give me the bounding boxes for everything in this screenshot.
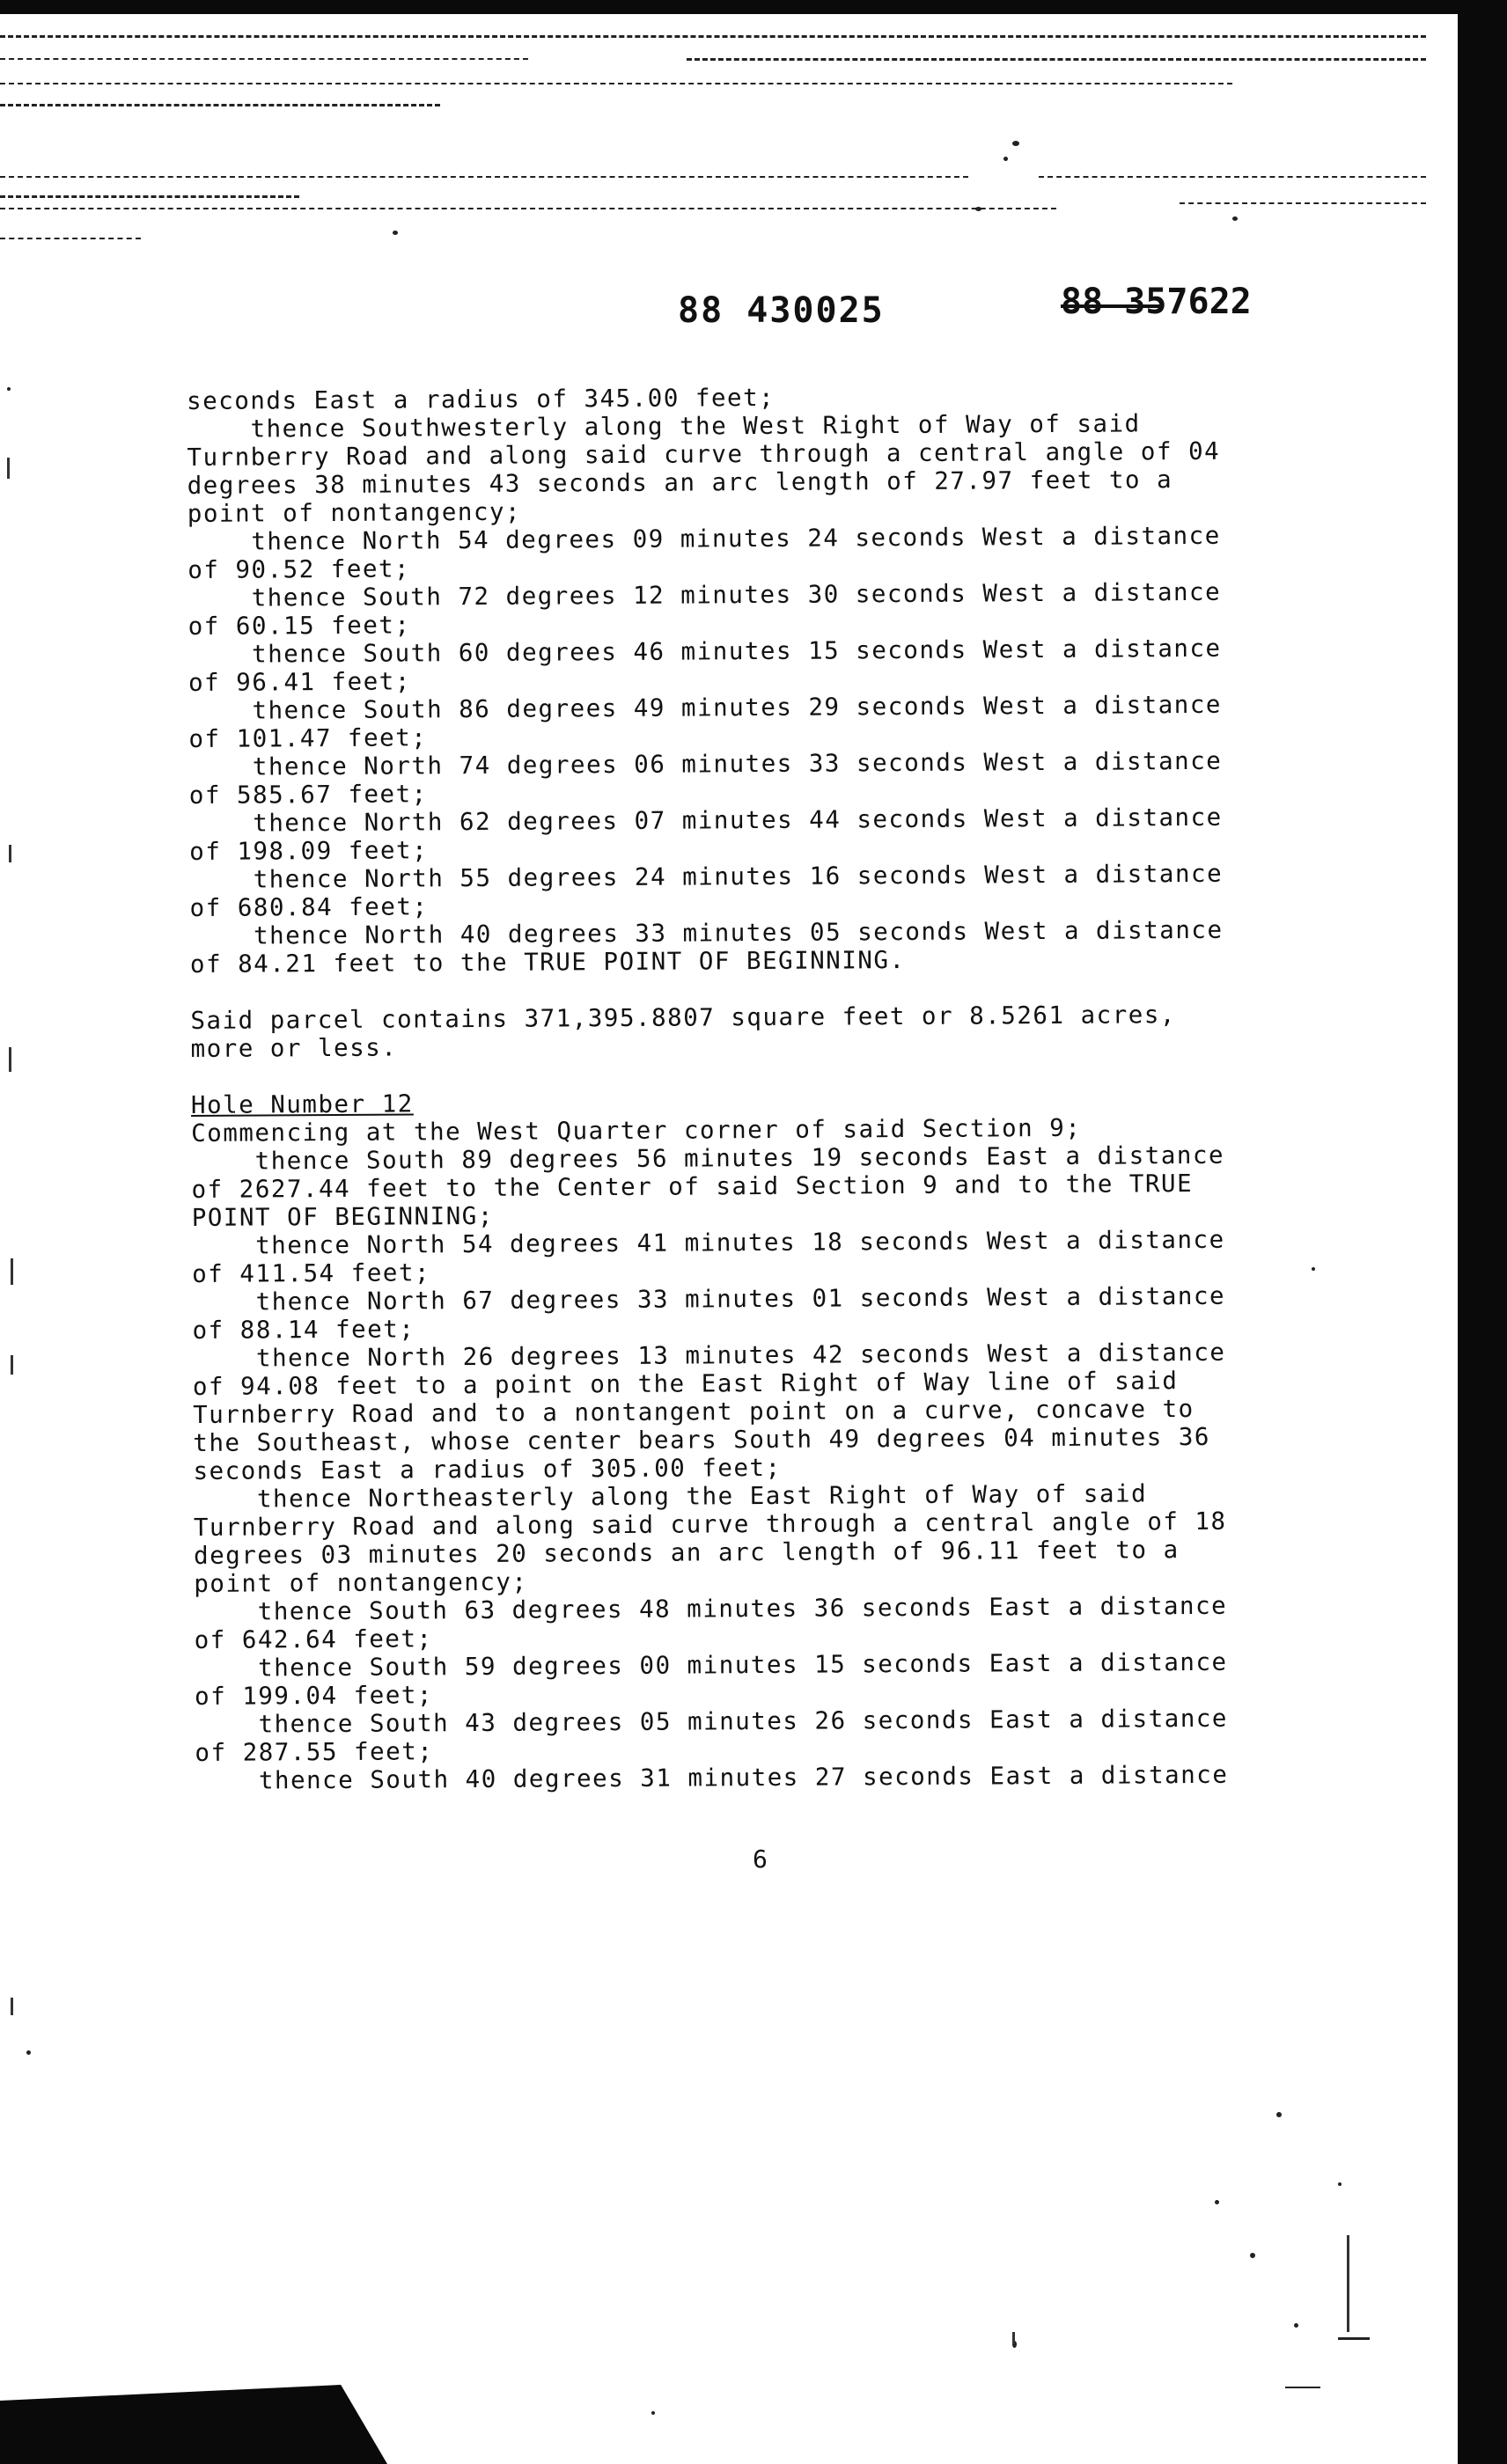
text-line: thence North 67 degrees 33 minutes 01 seconds West a distance bbox=[192, 1281, 1226, 1316]
text-line: of 88.14 feet; bbox=[192, 1315, 415, 1345]
scan-noise-mark bbox=[11, 1355, 13, 1375]
scan-speck bbox=[1012, 141, 1019, 146]
scan-speck bbox=[975, 207, 981, 211]
text-line: of 90.52 feet; bbox=[187, 554, 411, 584]
scan-noise-mark bbox=[7, 458, 10, 479]
text-line: thence North 62 degrees 07 minutes 44 seconds West a distance bbox=[188, 803, 1223, 838]
document-number: 88 430025 bbox=[678, 290, 885, 331]
text-line: of 101.47 feet; bbox=[188, 723, 428, 753]
scan-speck bbox=[1276, 2112, 1282, 2117]
scan-speck bbox=[1215, 2200, 1219, 2204]
struck-document-number: 88 357622 bbox=[1061, 282, 1252, 322]
text-line: Turnberry Road and to a nontangent point on a curve, concave to bbox=[193, 1395, 1195, 1429]
scan-speck bbox=[7, 387, 11, 391]
scan-speck bbox=[1250, 2253, 1255, 2258]
text-line: thence South 86 degrees 49 minutes 29 seconds West a distance bbox=[188, 690, 1222, 725]
hole-12-section bbox=[191, 1084, 1331, 1795]
text-line: thence North 54 degrees 41 minutes 18 seconds West a distance bbox=[191, 1225, 1225, 1260]
scan-noise-mark bbox=[11, 1258, 13, 1285]
text-line: of 84.21 feet to the TRUE POINT OF BEGINNING. bbox=[189, 946, 906, 979]
scan-noise-mark bbox=[1012, 2332, 1015, 2344]
text-line: thence Southwesterly along the West Right of Way of said bbox=[187, 409, 1141, 444]
text-line: thence North 55 degrees 24 minutes 16 seconds West a distance bbox=[189, 859, 1224, 894]
scan-noise-mark bbox=[11, 1998, 13, 2015]
description-continued bbox=[187, 380, 1326, 979]
text-line: thence North 26 degrees 13 minutes 42 seconds West a distance bbox=[192, 1338, 1226, 1373]
scan-noise-mark bbox=[9, 845, 11, 862]
text-line: thence South 60 degrees 46 minutes 15 seconds West a distance bbox=[187, 634, 1222, 669]
scan-noise-line bbox=[1180, 202, 1426, 204]
scan-speck bbox=[1338, 2182, 1342, 2186]
scan-speck bbox=[1294, 2323, 1298, 2328]
text-line: thence Northeasterly along the East Right of Way of said bbox=[193, 1479, 1148, 1514]
text-line: thence North 54 degrees 09 minutes 24 seconds West a distance bbox=[187, 521, 1221, 556]
scan-noise-line bbox=[0, 58, 528, 60]
scan-speck bbox=[1232, 216, 1238, 221]
text-line: Said parcel contains 371,395.8807 square feet or 8.5261 acres, bbox=[190, 1001, 1176, 1035]
parcel-summary bbox=[190, 1000, 1326, 1063]
text-line: seconds East a radius of 305.00 feet; bbox=[193, 1453, 782, 1485]
text-line: Turnberry Road and along said curve through a central angle of 18 bbox=[193, 1507, 1227, 1542]
scan-noise-line bbox=[1285, 2387, 1320, 2388]
scan-noise-line bbox=[1039, 176, 1426, 178]
scan-noise-line bbox=[0, 238, 141, 239]
text-line: Turnberry Road and along said curve through a central angle of 04 bbox=[187, 436, 1221, 472]
text-line: more or less. bbox=[190, 1033, 398, 1063]
text-line: of 94.08 feet to a point on the East Right of Way line of said bbox=[192, 1367, 1179, 1401]
text-line: point of nontangency; bbox=[187, 497, 522, 528]
legal-description bbox=[187, 380, 1331, 1795]
text-line: of 60.15 feet; bbox=[187, 611, 411, 641]
document-header bbox=[0, 282, 1507, 352]
scan-speck bbox=[1003, 157, 1008, 161]
text-line: of 411.54 feet; bbox=[192, 1258, 431, 1288]
text-line: of 96.41 feet; bbox=[187, 667, 411, 697]
text-line: of 585.67 feet; bbox=[188, 780, 428, 810]
scan-noise-mark bbox=[1347, 2235, 1349, 2332]
scan-noise-line bbox=[0, 35, 1426, 38]
text-line: of 680.84 feet; bbox=[189, 892, 429, 922]
text-line: the Southeast, whose center bears South 49 degrees 04 minutes 36 bbox=[193, 1422, 1211, 1457]
text-line: of 2627.44 feet to the Center of said Section 9 and to the TRUE bbox=[191, 1170, 1194, 1204]
scan-noise-line bbox=[0, 83, 1232, 84]
text-line: of 199.04 feet; bbox=[194, 1681, 434, 1711]
text-line: POINT OF BEGINNING; bbox=[191, 1201, 494, 1232]
page-number: 6 bbox=[753, 1844, 768, 1874]
text-line: thence South 40 degrees 31 minutes 27 seconds East a distance bbox=[195, 1760, 1229, 1795]
text-line: degrees 38 minutes 43 seconds an arc length of 27.97 feet to a bbox=[187, 466, 1173, 500]
text-line: thence South 63 degrees 48 minutes 36 seconds East a distance bbox=[194, 1591, 1228, 1626]
scan-noise-line bbox=[0, 104, 440, 106]
scan-noise-line bbox=[0, 176, 968, 178]
scan-speck bbox=[651, 2411, 655, 2415]
text-line: thence South 72 degrees 12 minutes 30 seconds West a distance bbox=[187, 577, 1222, 612]
scan-border-top bbox=[0, 0, 1458, 14]
text-line: degrees 03 minutes 20 seconds an arc length of 96.11 feet to a bbox=[194, 1536, 1180, 1570]
scan-noise-mark bbox=[9, 1047, 11, 1072]
section-heading: Hole Number 12 bbox=[190, 1089, 414, 1119]
text-line: of 198.09 feet; bbox=[189, 836, 429, 866]
scan-noise-line bbox=[1338, 2337, 1370, 2340]
scan-speck bbox=[26, 2050, 31, 2055]
scan-speck bbox=[393, 231, 398, 235]
text-line: thence South 59 degrees 00 minutes 15 seconds East a distance bbox=[194, 1647, 1228, 1683]
scan-noise-line bbox=[0, 208, 1056, 209]
scan-border-right bbox=[1458, 0, 1507, 2464]
text-line: of 287.55 feet; bbox=[195, 1737, 434, 1767]
text-line: Commencing at the West Quarter corner of said Section 9; bbox=[191, 1113, 1082, 1148]
text-line: thence North 74 degrees 06 minutes 33 seconds West a distance bbox=[188, 746, 1223, 781]
scan-noise-line bbox=[0, 195, 299, 198]
text-line: seconds East a radius of 345.00 feet; bbox=[187, 383, 776, 415]
text-line: thence North 40 degrees 33 minutes 05 seconds West a distance bbox=[189, 915, 1224, 950]
scan-border-bottom bbox=[0, 2385, 387, 2464]
text-line: thence South 89 degrees 56 minutes 19 seconds East a distance bbox=[191, 1140, 1225, 1176]
text-line: point of nontangency; bbox=[194, 1567, 528, 1598]
scan-noise-line bbox=[687, 58, 1426, 61]
text-line: of 642.64 feet; bbox=[194, 1624, 433, 1654]
text-line: thence South 43 degrees 05 minutes 26 seconds East a distance bbox=[195, 1704, 1229, 1739]
